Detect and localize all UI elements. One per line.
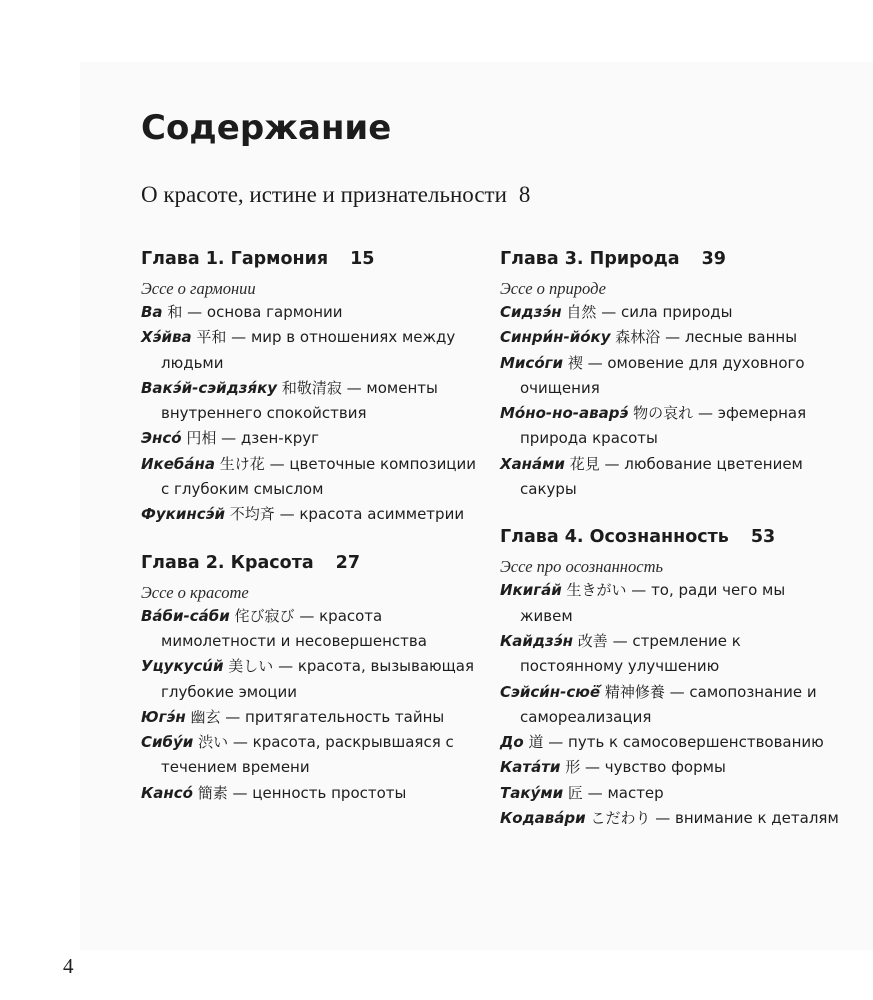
entry-kanji: 円相 [186,429,217,448]
chapter-2 [141,550,481,806]
entry-term: Уцукусúй [141,657,224,676]
page-title: Содержание [141,108,392,148]
entry-kanji: 生きがい [566,581,627,600]
entry-description: — красота, вызывающая глубокие эмоции [161,657,475,701]
toc-entry[interactable] [141,376,481,427]
entry-kanji: 禊 [567,353,583,372]
entry-description: — красота, раскрывшаяся с течением времени [161,733,454,777]
toc-entry[interactable] [500,680,840,731]
entry-term: Ва́би-са́би [141,606,230,625]
page-number: 4 [63,954,74,978]
toc-entry[interactable] [141,781,481,806]
toc-entry[interactable] [141,325,481,376]
entry-description: — эфемерная природа красоты [520,404,807,448]
entry-description: — моменты внутреннего спокойствия [161,378,438,423]
entry-kanji: 改善 [577,631,608,650]
entry-description: — лесные ванны [665,328,798,347]
chapter-1 [141,246,481,528]
entry-description: — омовение для духовного очищения [520,353,805,397]
entry-term: Икига́й [500,581,562,600]
entry-kanji: 渋い [198,733,229,752]
chapter-heading[interactable] [500,524,840,550]
entry-description: — любование цветением сакуры [520,454,803,499]
entry-term: Ката́ти [500,758,561,777]
chapter-page: 39 [701,249,726,269]
entry-kanji: 花見 [569,454,600,473]
entry-description: — то, ради чего мы живем [520,581,786,625]
toc-entry[interactable] [500,452,840,503]
entry-term: Сидзэ́н [500,303,562,321]
entry-kanji: 簡素 [197,783,228,802]
entry-description: — самопознание и самореализация [520,682,817,726]
entry-description: — мир в отношениях между людьми [161,328,456,372]
entry-term: Икеба́на [141,454,215,473]
toc-entry[interactable] [500,730,840,755]
toc-entry[interactable] [500,325,840,350]
toc-column-left [141,246,481,806]
chapter-title: Глава 4. Осознанность [500,527,729,548]
intro-page: 8 [518,182,531,207]
chapter-page: 27 [335,552,361,573]
chapter-title: Глава 1. Гармония [141,249,329,269]
essay-entry[interactable]: Эссе о красоте [141,582,249,602]
entry-description: — красота мимолетности и несовершенства [161,606,427,650]
entry-kanji: 自然 [566,303,597,321]
entry-kanji: 生け花 [219,454,265,473]
toc-entry[interactable] [500,781,840,806]
toc-entry[interactable] [500,300,840,325]
entry-description: — основа гармонии [187,303,343,321]
entry-term: Югэ́н [141,707,186,726]
entry-kanji: 精神修養 [604,682,665,701]
entry-term: Сибу́и [141,733,194,752]
toc-entry[interactable] [141,654,481,705]
entry-description: — притягательность тайны [225,707,445,726]
entry-term: Мо́но-но-аварэ́ [500,404,629,423]
entry-term: Таку́ми [500,783,564,802]
essay-entry[interactable]: Эссе про осознанность [500,557,663,577]
intro-line [141,182,530,208]
chapter-heading[interactable] [500,246,840,272]
entry-term: Вакэ́й-сэйдзя́ку [141,378,278,397]
toc-entry[interactable] [500,578,840,629]
entry-description: — чувство формы [584,758,726,777]
toc-entry[interactable] [500,351,840,402]
toc-entry[interactable] [141,502,481,527]
entry-description: — цветочные композиции с глубоким смыслом [161,454,477,499]
toc-entry[interactable] [500,755,840,780]
toc-entry[interactable] [141,705,481,730]
entry-term: Ва [141,303,163,321]
entry-term: Кансо́ [141,783,193,802]
essay-entry[interactable]: Эссе о гармонии [141,279,256,298]
chapter-title: Глава 2. Красота [141,552,314,573]
essay-entry[interactable]: Эссе о природе [500,279,606,298]
entry-kanji: 和敬清寂 [281,378,342,397]
entry-kanji: 和 [167,303,183,321]
toc-entry[interactable] [500,806,840,831]
entry-kanji: 森林浴 [615,328,661,347]
entry-kanji: 匠 [567,783,583,802]
entry-term: До [500,733,524,752]
entry-term: Мисо́ги [500,353,563,372]
toc-column-right [500,246,840,831]
entry-kanji: 平和 [196,328,227,347]
chapter-3 [500,246,840,502]
intro-text: О красоте, истине и признательности [141,182,507,207]
entry-term: Сэйси́н-сюё́ [500,682,601,701]
chapter-title: Глава 3. Природа [500,249,680,269]
chapter-heading[interactable] [141,550,481,576]
entry-description: — путь к самосовершенствованию [548,733,824,752]
entry-term: Энсо́ [141,429,182,448]
toc-entry[interactable] [141,452,481,503]
entry-term: Хэ́йва [141,328,192,347]
entry-term: Синри́н-йо́ку [500,328,611,347]
entry-description: — стремление к постоянному улучшению [520,631,741,676]
chapter-heading[interactable] [141,246,481,272]
chapter-4 [500,524,840,831]
toc-entry[interactable] [141,604,481,655]
toc-entry[interactable] [141,300,481,325]
entry-kanji: 侘び寂び [234,606,295,625]
entry-term: Фукинсэ́й [141,505,226,524]
entry-kanji: 不均斉 [229,505,275,524]
entry-description: — внимание к деталям [655,809,839,828]
chapter-page: 53 [750,527,776,548]
entry-term: Кодава́ри [500,809,586,828]
entry-kanji: 道 [528,733,544,752]
toc-entry[interactable] [500,401,840,452]
entry-kanji: 幽玄 [190,707,221,726]
chapter-page: 15 [350,249,375,269]
toc-entry[interactable] [141,426,481,451]
entry-term: Хана́ми [500,454,565,473]
entry-kanji: 物の哀れ [633,404,694,423]
toc-entry[interactable] [500,629,840,680]
entry-kanji: こだわり [590,809,651,828]
entry-description: — сила природы [601,303,733,321]
entry-description: — красота асимметрии [279,505,465,524]
entry-kanji: 形 [565,758,581,777]
entry-term: Кайдзэ́н [500,631,573,650]
entry-kanji: 美しい [228,657,274,676]
entry-description: — мастер [587,783,664,802]
entry-description: — дзен-круг [221,429,320,448]
entry-description: — ценность простоты [232,783,407,802]
toc-entry[interactable] [141,730,481,781]
